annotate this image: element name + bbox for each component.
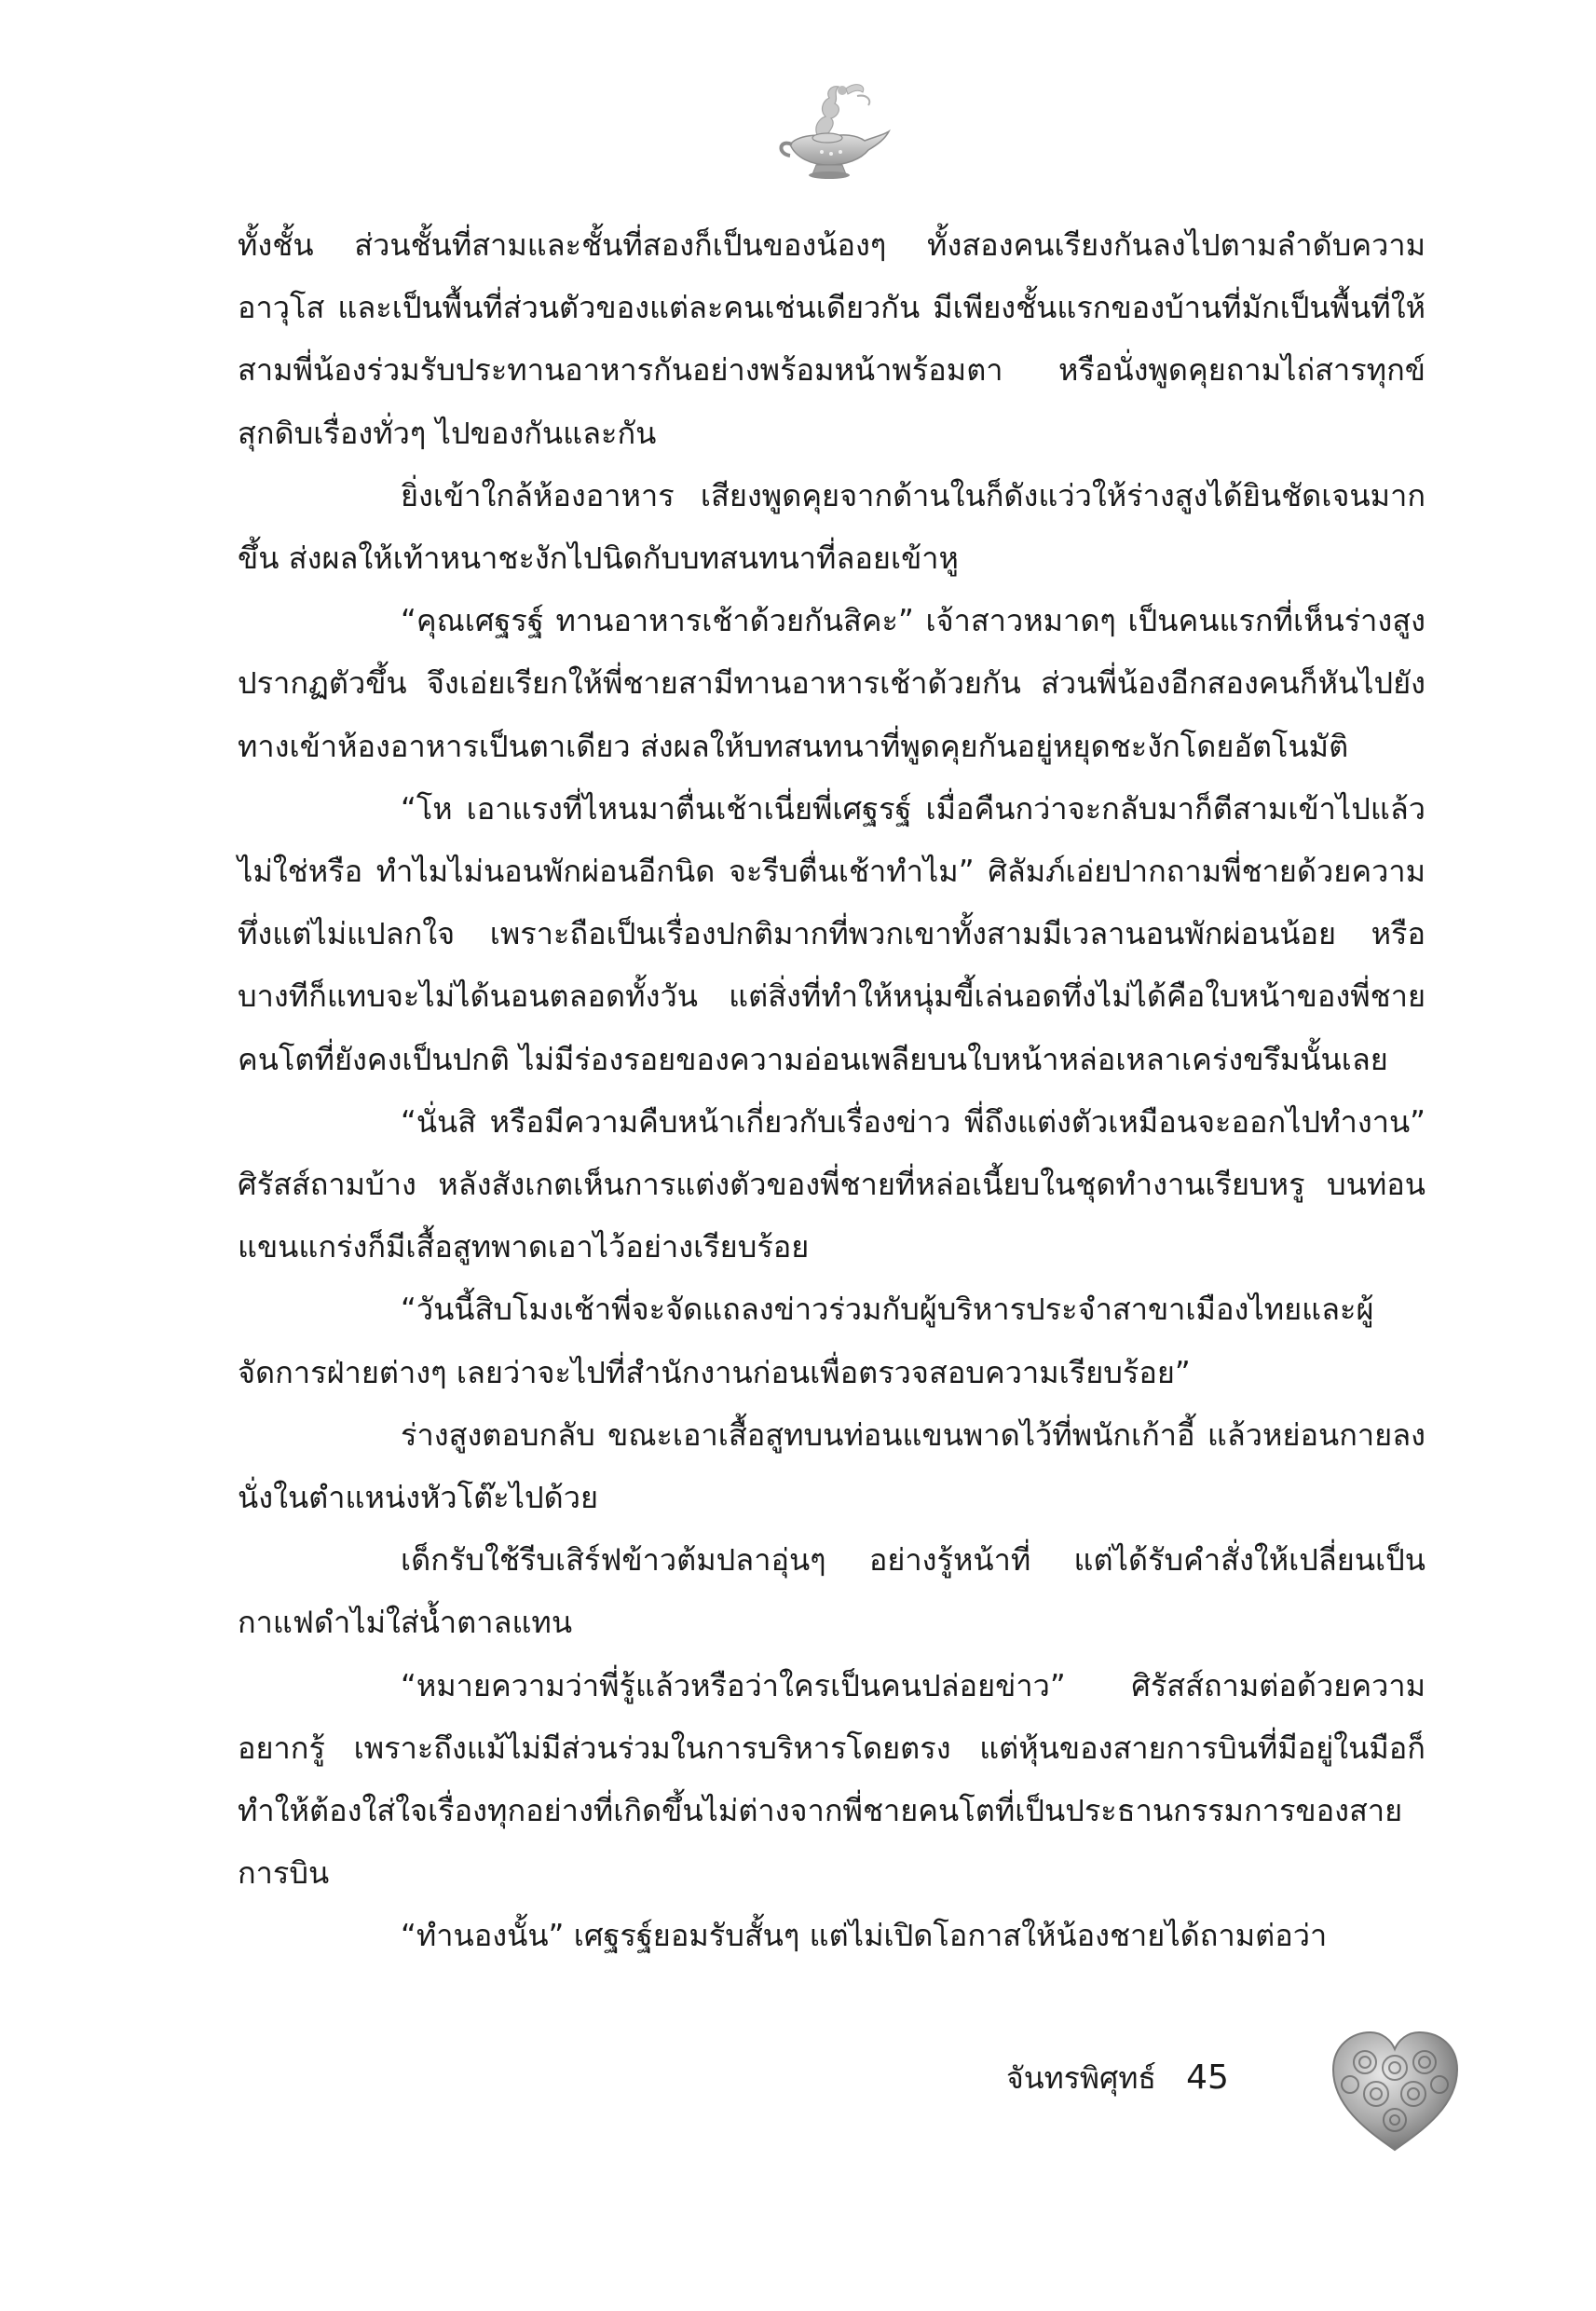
paragraph: “ทำนองนั้น” เศฐรฐ์ยอมรับสั้นๆ แต่ไม่เปิดโอกาสให้น้องชายได้ถามต่อว่า	[401, 1918, 1328, 1954]
page-number: 45	[1186, 2058, 1229, 2097]
paragraph: ทั้งชั้น ส่วนชั้นที่สามและชั้นที่สองก็เป็นของน้องๆ ทั้งสองคนเรียงกันลงไปตามลำดับความอาวุโส และเป็นพื้นที่ส่วนตัวของแต่ละคนเช่นเดียวกัน มีเพียงชั้นแรกของบ้านที่มักเป็นพื้นที่ให้สามพี่น้องร่วมรับประทานอาหารกันอย่างพร้อมหน้าพร้อมตา หรือนั่งพูดคุยถามไถ่สารทุกข์สุกดิบเรื่องทั่วๆ ไปของกันและกัน	[238, 227, 1425, 451]
book-title: จันทรพิศุทธ์	[1006, 2060, 1156, 2096]
genie-lamp-icon	[764, 79, 894, 182]
paragraph: ร่างสูงตอบกลับ ขณะเอาเสื้อสูทบนท่อนแขนพาดไว้ที่พนักเก้าอี้ แล้วหย่อนกายลงนั่งในตำแหน่งหัวโต๊ะไปด้วย	[238, 1416, 1425, 1516]
paragraph: “คุณเศฐรฐ์ ทานอาหารเช้าด้วยกันสิคะ” เจ้าสาวหมาดๆ เป็นคนแรกที่เห็นร่างสูงปรากฏตัวขึ้น จึงเอ่ยเรียกให้พี่ชายสามีทานอาหารเช้าด้วยกัน ส่วนพี่น้องอีกสองคนก็หันไปยังทางเข้าห้องอาหารเป็นตาเดียว ส่งผลให้บทสนทนาที่พูดคุยกันอยู่หยุดชะงักโดยอัตโนมัติ	[238, 603, 1425, 764]
paragraph: เด็กรับใช้รีบเสิร์ฟข้าวต้มปลาอุ่นๆ อย่างรู้หน้าที่ แต่ได้รับคำสั่งให้เปลี่ยนเป็นกาแฟดำไม่ใส่น้ำตาลแทน	[238, 1542, 1425, 1641]
rose-heart-icon	[1328, 2027, 1463, 2157]
paragraph: “วันนี้สิบโมงเช้าพี่จะจัดแถลงข่าวร่วมกับผู้บริหารประจำสาขาเมืองไทยและผู้จัดการฝ่ายต่างๆ เลยว่าจะไปที่สำนักงานก่อนเพื่อตรวจสอบความเรียบร้อย”	[238, 1292, 1374, 1390]
paragraph: “นั่นสิ หรือมีความคืบหน้าเกี่ยวกับเรื่องข่าว พี่ถึงแต่งตัวเหมือนจะออกไปทำงาน” ศิรัสส์ถามบ้าง หลังสังเกตเห็นการแต่งตัวของพี่ชายที่หล่อเนี้ยบในชุดทำงานเรียบหรู บนท่อนแขนแกร่งก็มีเสื้อสูทพาดเอาไว้อย่างเรียบร้อย	[238, 1103, 1425, 1265]
page-footer	[1006, 2050, 1229, 2106]
paragraph: “หมายความว่าพี่รู้แล้วหรือว่าใครเป็นคนปล่อยข่าว” ศิรัสส์ถามต่อด้วยความอยากรู้ เพราะถึงแม้ไม่มีส่วนร่วมในการบริหารโดยตรง แต่หุ้นของสายการบินที่มีอยู่ในมือก็ทำให้ต้องใส่ใจเรื่องทุกอย่างที่เกิดขึ้นไม่ต่างจากพี่ชายคนโตที่เป็นประธานกรรมการของสายการบิน	[238, 1667, 1425, 1892]
paragraph: ยิ่งเข้าใกล้ห้องอาหาร เสียงพูดคุยจากด้านในก็ดังแว่วให้ร่างสูงได้ยินชัดเจนมากขึ้น ส่งผลให้เท้าหนาชะงักไปนิดกับบทสนทนาที่ลอยเข้าหู	[238, 477, 1425, 577]
paragraph: “โห เอาแรงที่ไหนมาตื่นเช้าเนี่ยพี่เศฐรฐ์ เมื่อคืนกว่าจะกลับมาก็ตีสามเข้าไปแล้วไม่ใช่หรือ ทำไมไม่นอนพักผ่อนอีกนิด จะรีบตื่นเช้าทำไม” ศิลัมภ์เอ่ยปากถามพี่ชายด้วยความทึ่งแต่ไม่แปลกใจ เพราะถือเป็นเรื่องปกติมากที่พวกเขาทั้งสามมีเวลานอนพักผ่อนน้อย หรือบางทีก็แทบจะไม่ได้นอนตลอดทั้งวัน แต่สิ่งที่ทำให้หนุ่มขี้เล่นอดทึ่งไม่ได้คือใบหน้าของพี่ชายคนโตที่ยังคงเป็นปกติ ไม่มีร่องรอยของความอ่อนเพลียบนใบหน้าหล่อเหลาเคร่งขรึมนั้นเลย	[238, 790, 1425, 1077]
body-text	[238, 214, 1425, 1968]
